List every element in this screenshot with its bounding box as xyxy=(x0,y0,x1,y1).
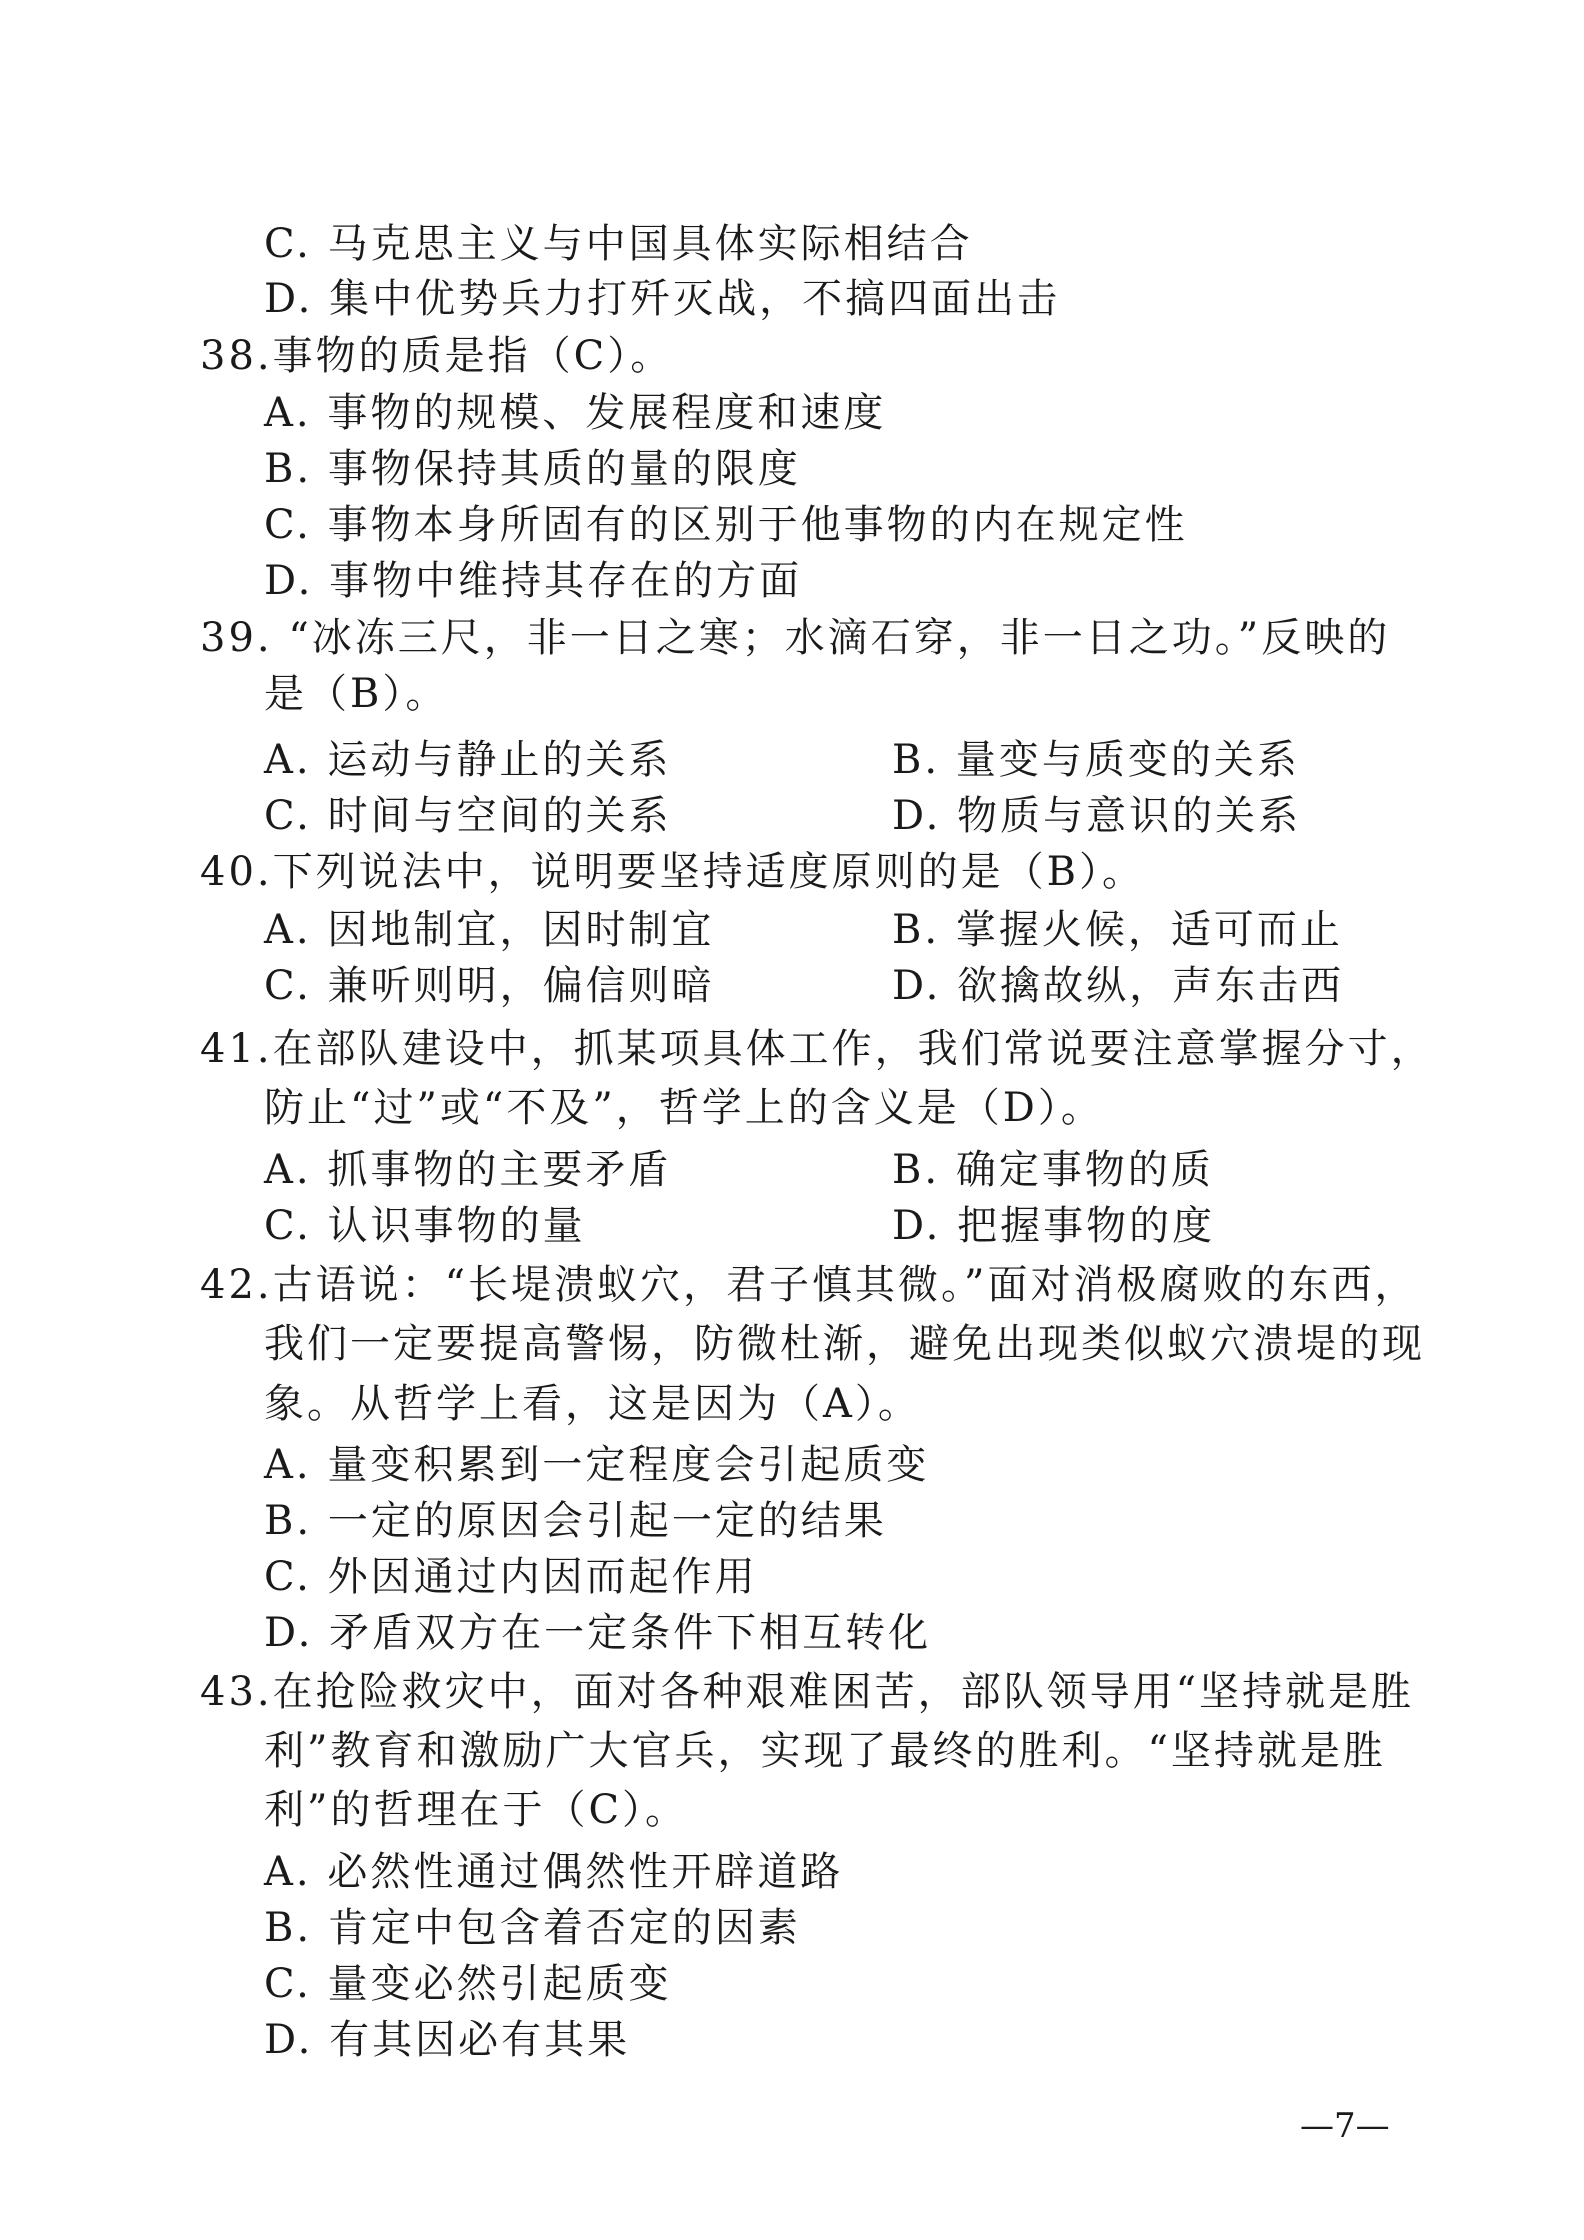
question-41-cont: 防止“过”或“不及”，哲学上的含义是（D）。 xyxy=(264,1085,1104,1131)
option-39-d: D. 物质与意识的关系 xyxy=(892,793,1302,839)
question-39-cont: 是（B）。 xyxy=(264,671,449,717)
option-43-c: C. 量变必然引起质变 xyxy=(264,1961,672,2007)
option-42-d: D. 矛盾双方在一定条件下相互转化 xyxy=(264,1610,932,1656)
option-43-b: B. 肯定中包含着否定的因素 xyxy=(264,1905,801,1951)
option-37-c: C. 马克思主义与中国具体实际相结合 xyxy=(264,221,973,267)
option-40-c: C. 兼听则明，偏信则暗 xyxy=(264,963,715,1009)
option-41-d: D. 把握事物的度 xyxy=(892,1203,1216,1249)
question-38: 38.事物的质是指（C）。 xyxy=(200,333,674,379)
option-42-b: B. 一定的原因会引起一定的结果 xyxy=(264,1498,887,1544)
option-40-a: A. 因地制宜，因时制宜 xyxy=(264,907,715,953)
option-42-c: C. 外因通过内因而起作用 xyxy=(264,1554,758,1600)
question-42: 42.古语说：“长堤溃蚁穴，君子慎其微。”面对消极腐败的东西， xyxy=(200,1262,1418,1308)
option-39-b: B. 量变与质变的关系 xyxy=(892,737,1300,783)
option-41-c: C. 认识事物的量 xyxy=(264,1203,586,1249)
option-40-b: B. 掌握火候，适可而止 xyxy=(892,907,1343,953)
question-43-cont-2: 利”的哲理在于（C）。 xyxy=(264,1787,689,1833)
question-42-cont-1: 我们一定要提高警惕，防微杜渐，避免出现类似蚁穴溃堤的现 xyxy=(264,1321,1425,1367)
option-43-a: A. 必然性通过偶然性开辟道路 xyxy=(264,1849,844,1895)
option-39-a: A. 运动与静止的关系 xyxy=(264,737,672,783)
option-41-b: B. 确定事物的质 xyxy=(892,1147,1214,1193)
option-38-b: B. 事物保持其质的量的限度 xyxy=(264,446,801,492)
option-37-d: D. 集中优势兵力打歼灭战，不搞四面出击 xyxy=(264,276,1061,322)
question-39: 39. “冰冻三尺，非一日之寒；水滴石穿，非一日之功。”反映的 xyxy=(200,615,1391,661)
option-42-a: A. 量变积累到一定程度会引起质变 xyxy=(264,1442,930,1488)
option-41-a: A. 抓事物的主要矛盾 xyxy=(264,1147,672,1193)
option-38-a: A. 事物的规模、发展程度和速度 xyxy=(264,390,887,436)
question-40: 40.下列说法中，说明要坚持适度原则的是（B）。 xyxy=(200,849,1146,895)
question-41: 41.在部队建设中，抓某项具体工作，我们常说要注意掌握分寸， xyxy=(200,1026,1434,1072)
option-38-c: C. 事物本身所固有的区别于他事物的内在规定性 xyxy=(264,502,1188,548)
option-39-c: C. 时间与空间的关系 xyxy=(264,793,672,839)
option-43-d: D. 有其因必有其果 xyxy=(264,2017,631,2063)
option-40-d: D. 欲擒故纵，声东击西 xyxy=(892,963,1345,1009)
page-number: —7— xyxy=(1300,2106,1390,2146)
question-43-cont-1: 利”教育和激励广大官兵，实现了最终的胜利。“坚持就是胜 xyxy=(264,1728,1386,1774)
question-43: 43.在抢险救灾中，面对各种艰难困苦，部队领导用“坚持就是胜 xyxy=(200,1669,1415,1715)
question-42-cont-2: 象。从哲学上看，这是因为（A）。 xyxy=(264,1381,921,1427)
option-38-d: D. 事物中维持其存在的方面 xyxy=(264,558,803,604)
